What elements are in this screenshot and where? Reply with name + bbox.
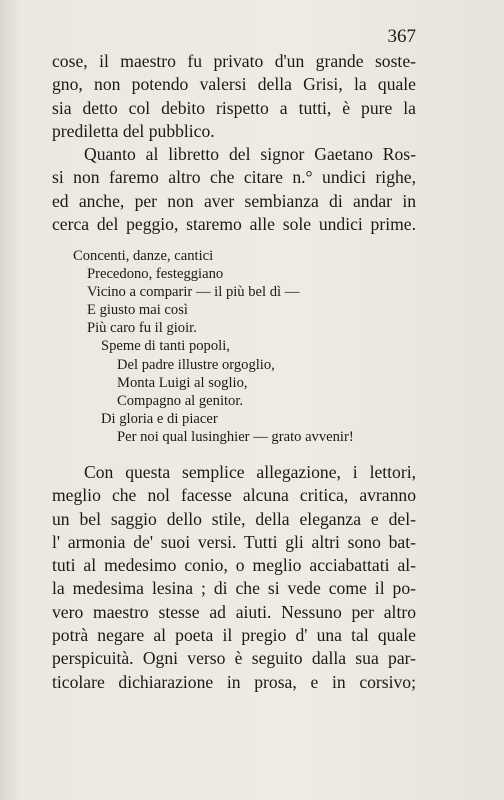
text-line: la medesima lesina ; di che si vede come il po- [52,578,416,599]
text-line: sia detto col debito rispetto a tutti, è pure la [52,97,416,118]
text-line: un bel saggio dello stile, della eleganza e del- [52,508,416,529]
text-line: ticolare dichiarazione in prosa, e in corsivo; [52,671,416,692]
verse-line: Monta Luigi al soglio, [117,374,248,391]
verse-line: Precedono, festeggiano [87,266,224,283]
text-line: l' armonia de' suoi versi. Tutti gli altri sono bat- [52,531,416,552]
verse-line: Più caro fu il gioir. [87,320,197,337]
verse-line: Di gloria e di piacer [101,410,218,427]
verse-line: Per noi qual lusinghier — grato avvenir! [117,428,354,445]
text-line: Quanto al libretto del signor Gaetano Ros- [84,144,416,164]
page-number: 367 [387,26,416,47]
text-line: meglio che nol facesse alcuna critica, avranno [52,485,416,506]
text-line: cerca del peggio, staremo alle sole undici prime. [52,213,416,234]
verse-line: Speme di tanti popoli, [101,338,230,355]
text-line: ed anche, per non aver sembianza di andar in [52,190,416,211]
paragraph-1 [52,50,416,143]
verse-line: Concenti, danze, cantici [73,248,214,264]
text-line: prediletta del pubblico. [52,120,215,141]
text-line: Con questa semplice allegazione, i lettori, [84,462,416,482]
verse-line: Del padre illustre orgoglio, [117,356,275,373]
text-line: cose, il maestro fu privato d'un grande soste- [52,51,416,71]
text-line: si non faremo altro che citare n.° undici righe, [52,167,416,188]
text-line: tuti al medesimo conio, o meglio acciabattati al- [52,555,416,576]
verse-quotation [73,247,354,446]
text-line: vero maestro stesse ad aiuti. Nessuno per altro [52,601,416,622]
paragraph-2 [52,143,416,236]
verse-line: Vicino a comparir — il più bel dì — [87,284,300,301]
text-line: potrà negare al poeta il pregio d' una tal quale [52,625,416,646]
text-line: gno, non potendo valersi della Grisi, la quale [52,74,416,95]
verse-line: Compagno al genitor. [117,392,244,409]
text-line: perspicuità. Ogni verso è seguito dalla sua par- [52,648,416,669]
verse-line: E giusto mai così [87,302,188,319]
paragraph-3 [52,461,416,694]
